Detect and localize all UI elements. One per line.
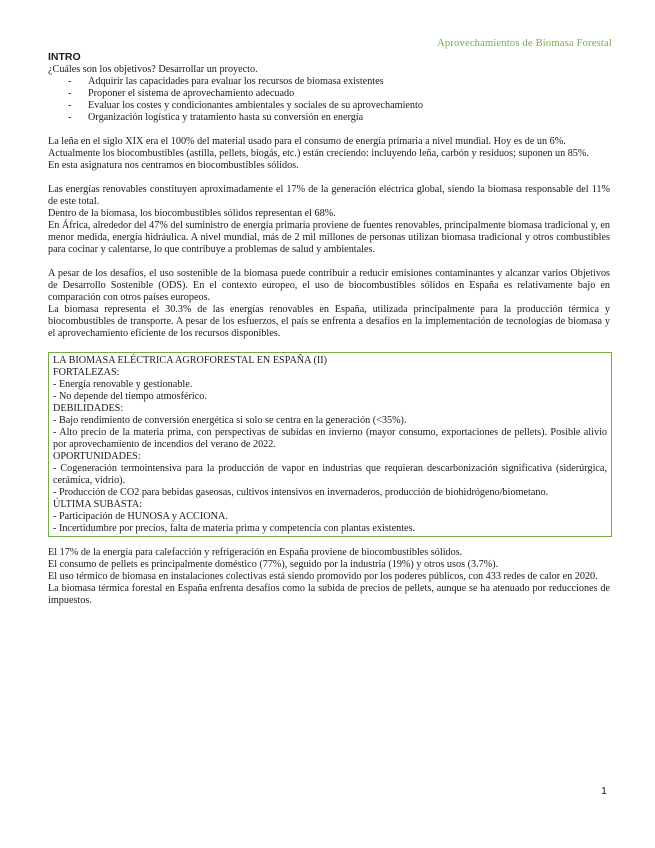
bullet-icon: - xyxy=(68,112,72,123)
box-line: - Producción de CO2 para bebidas gaseosas, cultivos intensivos en invernaderos, producción de biohidrógeno/biometano. xyxy=(53,487,549,498)
box-subtitle: DEBILIDADES: xyxy=(53,403,124,414)
section-title: INTRO xyxy=(48,51,81,63)
page-number: 1 xyxy=(601,785,607,797)
box-line: - Bajo rendimiento de conversión energética si solo se centra en la generación (<35%). xyxy=(53,415,407,426)
document-body xyxy=(48,51,610,607)
box-subtitle: ÚLTIMA SUBASTA: xyxy=(53,499,143,510)
box-line: - Cogeneración termointensiva para la producción de vapor en industrias que requieran descarbonización significativa (siderúrgica, cerámica, vidrio). xyxy=(53,463,607,486)
bullet-icon: - xyxy=(68,88,72,99)
swot-box xyxy=(48,352,612,537)
box-line: - Incertidumbre por precios, falta de materia prima y competencia con plantas existentes. xyxy=(53,523,416,534)
running-header: Aprovechamientos de Biomasa Forestal xyxy=(437,38,612,49)
box-line: - Energía renovable y gestionable. xyxy=(53,379,193,390)
box-line: - No depende del tiempo atmosférico. xyxy=(53,391,207,402)
paragraph-line: En esta asignatura nos centramos en biocombustibles sólidos. xyxy=(48,160,299,171)
bullet-icon: - xyxy=(68,100,72,111)
list-item: - Evaluar los costes y condicionantes ambientales y sociales de su aprovechamiento xyxy=(68,100,423,111)
list-item: - Proponer el sistema de aprovechamiento adecuado xyxy=(68,88,295,99)
list-item: - Adquirir las capacidades para evaluar los recursos de biomasa existentes xyxy=(68,76,384,87)
paragraph-line: El uso térmico de biomasa en instalaciones colectivas está siendo promovido por los poderes públicos, con 433 redes de calor en 2020. xyxy=(48,571,598,582)
paragraph-line: La leña en el siglo XIX era el 100% del material usado para el consumo de energía primaria a nivel mundial. Hoy es de un 6%. xyxy=(48,136,566,147)
paragraph-line: El consumo de pellets es principalmente doméstico (77%), seguido por la industria (19%) y otros usos (3.7%). xyxy=(48,559,499,570)
paragraph-line: La biomasa representa el 30.3% de las energías renovables en España, utilizada principalmente para la producción térmica y biocombustibles de transporte. A pesar de los esfuerzos, el país se enfrenta a desafíos en la implementación de tecnologías de biomasa y el aprovechamiento eficiente de los recursos disponibles. xyxy=(48,304,610,339)
bullet-icon: - xyxy=(68,76,72,87)
objectives-list xyxy=(48,76,610,124)
paragraph-line: La biomasa térmica forestal en España enfrenta desafíos como la subida de precios de pellets, aunque se ha atenuado por reducciones de impuestos. xyxy=(48,583,610,606)
paragraph-line: En África, alrededor del 47% del suministro de energía primaria proviene de fuentes renovables, principalmente biomasa tradicional y, en menor medida, energía hidráulica. A nivel mundial, más de 2 mil millones de personas utilizan biomasa tradicional y otros combustibles para cocinar y calentarse, lo que contribuye a problemas de salud y ambientales. xyxy=(48,220,610,255)
box-subtitle: OPORTUNIDADES: xyxy=(53,451,141,462)
intro-question: ¿Cuáles son los objetivos? Desarrollar un proyecto. xyxy=(48,64,258,75)
box-line: - Alto precio de la materia prima, con perspectivas de subidas en invierno (mayor consumo, exportaciones de pellets). Posible alivio por aprovechamiento de incendios del verano de 2022. xyxy=(53,427,607,450)
paragraph-line: Las energías renovables constituyen aproximadamente el 17% de la generación eléctrica global, siendo la biomasa responsable del 11% de este total. xyxy=(48,184,610,207)
paragraph-line: El 17% de la energía para calefacción y refrigeración en España proviene de biocombustibles sólidos. xyxy=(48,547,463,558)
paragraph-line: A pesar de los desafíos, el uso sostenible de la biomasa puede contribuir a reducir emisiones contaminantes y alcanzar varios Objetivos de Desarrollo Sostenible (ODS). En el contexto europeo, el uso de biocombustibles sólidos en España es relativamente bajo en comparación con otros países europeos. xyxy=(48,268,610,303)
box-title: LA BIOMASA ELÉCTRICA AGROFORESTAL EN ESPAÑA (II) xyxy=(53,355,328,366)
paragraph-line: Dentro de la biomasa, los biocombustibles sólidos representan el 68%. xyxy=(48,208,336,219)
box-subtitle: FORTALEZAS: xyxy=(53,367,120,378)
paragraph-line: Actualmente los biocombustibles (astilla, pellets, biogás, etc.) están creciendo: incluyendo leña, carbón y residuos; suponen un 85%. xyxy=(48,148,589,159)
list-item: - Organización logística y tratamiento hasta su conversión en energía xyxy=(68,112,364,123)
box-line: - Participación de HUNOSA y ACCIONA. xyxy=(53,511,228,522)
